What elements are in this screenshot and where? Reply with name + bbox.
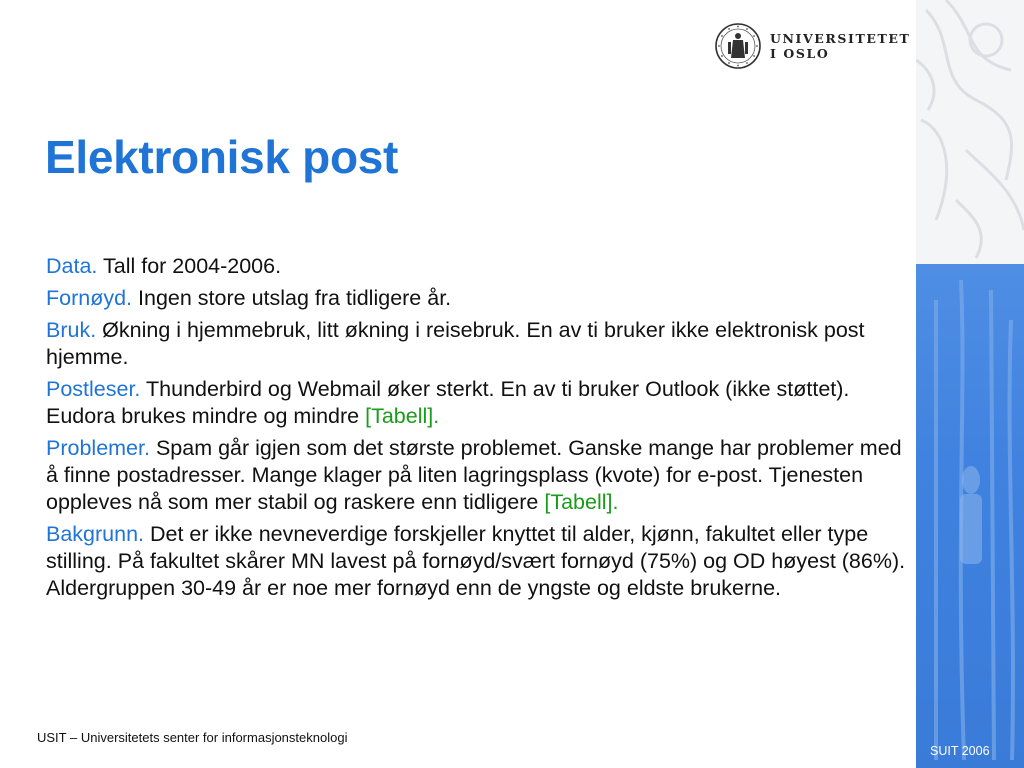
footer-label: SUIT 2006: [930, 744, 990, 758]
item-keyword: Data.: [46, 254, 98, 278]
tabell-link[interactable]: [Tabell].: [544, 490, 619, 514]
slide-body: [46, 253, 908, 607]
item-postleser: [46, 376, 908, 430]
item-bruk: [46, 317, 908, 371]
item-keyword: Problemer.: [46, 436, 150, 460]
logo-line-2: I OSLO: [770, 46, 830, 61]
item-problemer: [46, 435, 908, 516]
item-data: [46, 253, 908, 280]
logo-wordmark: [770, 31, 910, 61]
logo-line-1: UNIVERSITETET: [770, 31, 911, 46]
item-fornoyd: [46, 285, 908, 312]
item-text: Økning i hjemmebruk, litt økning i reisebruk. En av ti bruker ikke elektronisk post hjemme.: [46, 318, 865, 369]
item-keyword: Postleser.: [46, 377, 141, 401]
decorative-side-strip: [916, 0, 1024, 768]
item-text: Thunderbird og Webmail øker sterkt. En av ti bruker Outlook (ikke støttet). Eudora brukes mindre og mindre: [46, 377, 850, 428]
item-keyword: Bakgrunn.: [46, 522, 145, 546]
item-text: Spam går igjen som det største problemet. Ganske mange har problemer med å finne postadresser. Mange klager på liten lagringsplass (kvote) for e-post. Tjenesten oppleves nå som mer stabil og raskere enn tidligere: [46, 436, 902, 514]
item-keyword: Bruk.: [46, 318, 97, 342]
item-bakgrunn: [46, 521, 908, 602]
university-seal-icon: [714, 22, 762, 70]
university-logo: [714, 20, 911, 72]
tabell-link[interactable]: [Tabell].: [365, 404, 440, 428]
item-keyword: Fornøyd.: [46, 286, 133, 310]
item-text: Ingen store utslag fra tidligere år.: [138, 286, 452, 310]
statue-pattern-icon: [916, 0, 1024, 768]
item-text: Det er ikke nevneverdige forskjeller knyttet til alder, kjønn, fakultet eller type stilling. På fakultet skårer MN lavest på fornøyd/svært fornøyd (75%) og OD høyest (86%). Aldergruppen 30-49 år er noe mer fornøyd enn de yngste og eldste brukerne.: [46, 522, 906, 600]
footer-organization: USIT – Universitetets senter for informasjonsteknologi: [37, 730, 348, 745]
item-text: Tall for 2004-2006.: [102, 254, 282, 278]
page-title: Elektronisk post: [45, 131, 399, 183]
